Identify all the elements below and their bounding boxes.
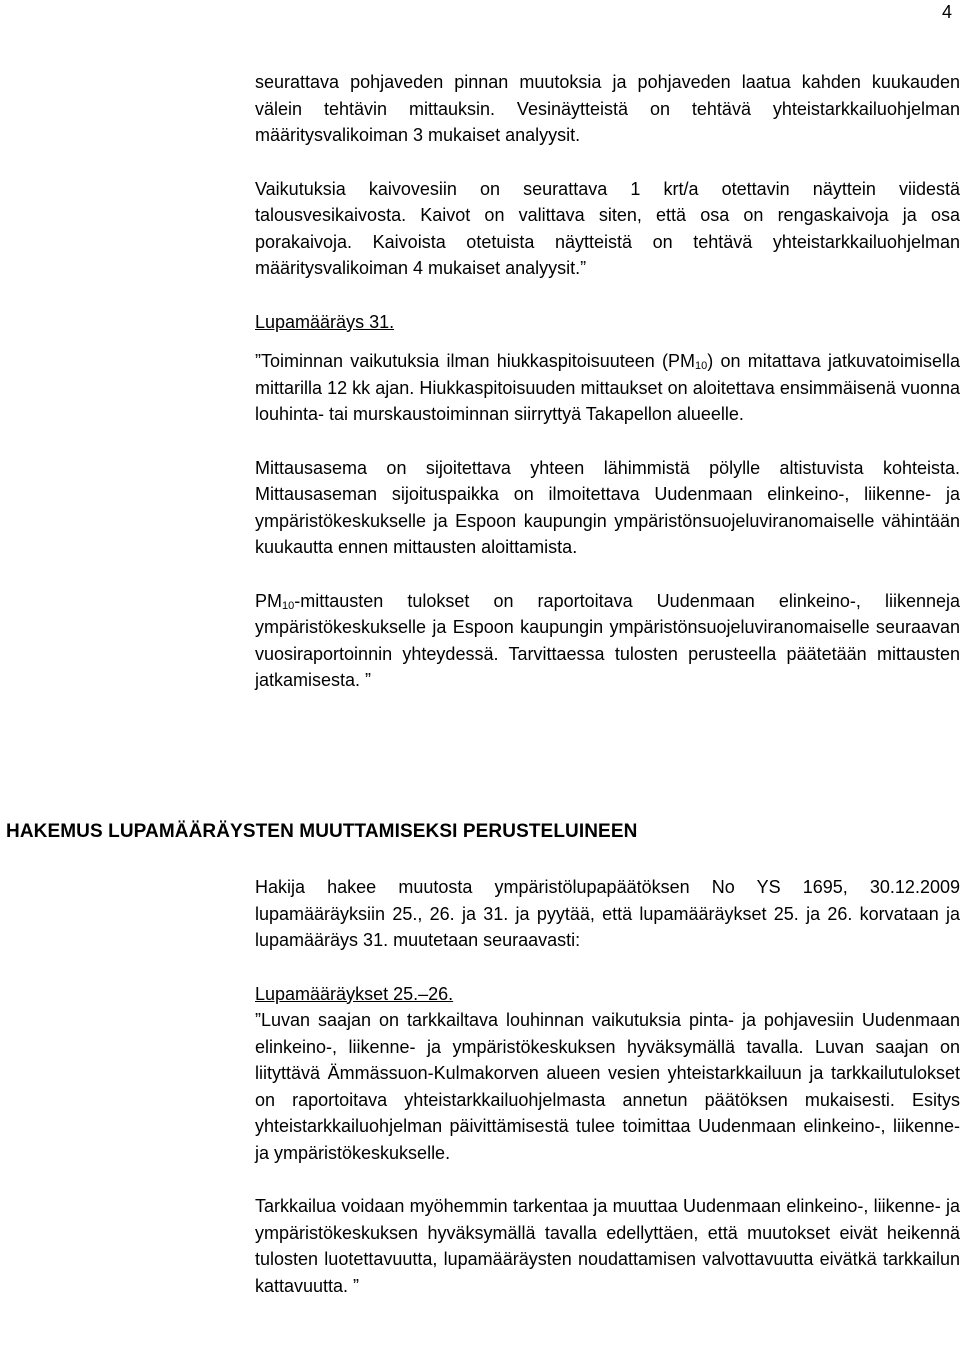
text-segment: PM [255,590,282,611]
paragraph-measurement-station: Mittausasema on sijoitettava yhteen lähimmistä pölylle altistuvista kohteista. Mittausaseman sijoituspaikka on ilmoitettava Uudenmaan elinkeino-, liikenne- ja ympäristökeskukselle ja Espoon kaupungin ympäristönsuojeluviranomaiselle vähintään kuukautta ennen mittausten aloittamista. [255,457,960,557]
page-number: 4 [941,2,952,22]
application-section [255,874,960,1299]
paragraph-monitoring-changes: Tarkkailua voidaan myöhemmin tarkentaa ja muuttaa Uudenmaan elinkeino-, liikenne- ja ympäristökeskuksen hyväksymällä tavalla edellyttäen, että muutokset eivät heikennä tulosten luotettavuutta, lupamääräysten noudattamisen valvottavuutta eivätkä tarkkailun kattavuutta. ” [255,1196,960,1296]
section-heading: HAKEMUS LUPAMÄÄRÄYSTEN MUUTTAMISEKSI PERUSTELUINEEN [6,821,638,842]
paragraph-well-water-monitoring: Vaikutuksia kaivovesiin on seurattava 1 krt/a otettavin näyttein viidestä talousvesikaivosta. Kaivot on valittava siten, että osa on rengaskaivoja ja osa porakaivoja. Kaivoista otetuista näytteistä on tehtävä yhteistarkkailuohjelman määritysvalikoiman 4 mukaiset analyysit.” [255,178,960,278]
paragraph-groundwater-monitoring: seurattava pohjaveden pinnan muutoksia ja pohjaveden laatua kahden kuukauden välein tehtävin mittauksin. Vesinäytteistä on tehtävä yhteistarkkailuohjelman määritysvalikoiman 3 mukaiset analyysit. [255,72,960,145]
paragraph-pm10-reporting [255,588,960,694]
subscript: 10 [282,599,295,612]
paragraph-water-monitoring-proposal: ”Luvan saajan on tarkkailtava louhinnan vaikutuksia pinta- ja pohjavesiin Uudenmaan elinkeino-, liikenne- ja ympäristökeskuksen hyväksymällä tavalla. Luvan saajan on liityttävä Ämmässuon-Kulmakorven alueen vesien yhteistarkkailuun ja tarkkailutulokset on raportoitava yhteistarkkailuohjelmasta annetun päätöksen mukaisesti. Esitys yhteistarkkailuohjelman päivittämisestä tulee toimittaa Uudenmaan elinkeino-, liikenne- ja ympäristökeskukselle. [255,1010,960,1163]
permit-condition-31-heading: Lupamääräys 31. [255,311,395,332]
subscript: 10 [695,360,708,372]
text-segment: ) on mitattava jatkuvatoimisella mittarilla 12 kk ajan. Hiukkaspitoisuuden mittaukset on aloitettava ensimmäisenä vuonna louhinta- tai murskaustoiminnan siirryttyä Takapellon alueelle. [255,351,960,424]
paragraph-particulate-measurement [255,348,960,428]
text-segment: ”Toiminnan vaikutuksia ilman hiukkaspitoisuuteen (PM [255,351,696,371]
permit-conditions-25-26-heading: Lupamääräykset 25.–26. [255,983,454,1004]
top-section [255,69,960,694]
text-segment: -mittausten tulokset on raportoitava Uudenmaan elinkeino-, liikenneja ympäristökeskukselle ja Espoon kaupungin ympäristönsuojeluviranomaiselle seuraavan vuosiraportoinnin yhteydessä. Tarvittaessa tulosten perusteella päätetään mittausten jatkamisesta. ” [255,590,960,690]
paragraph-application-request: Hakija hakee muutosta ympäristölupapäätöksen No YS 1695, 30.12.2009 lupamääräyksiin 25., 26. ja 31. ja pyytää, että lupamääräykset 25. ja 26. korvataan ja lupamääräys 31. muutetaan seuraavasti: [255,877,960,950]
